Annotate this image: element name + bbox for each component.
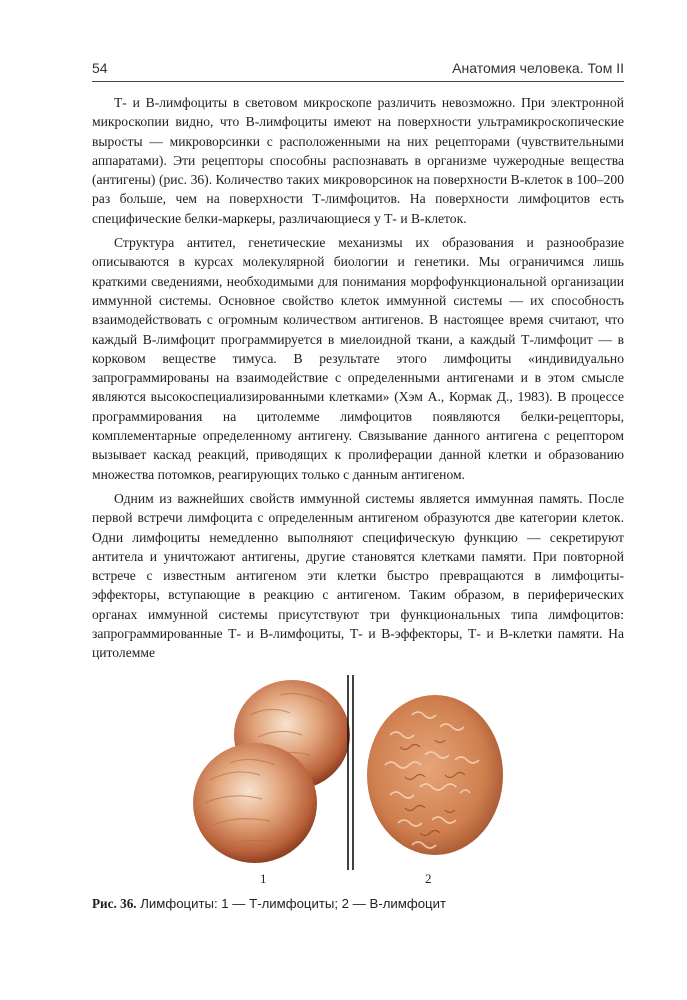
b-lymphocyte xyxy=(367,695,503,855)
lymphocyte-illustration xyxy=(150,675,510,875)
paragraph: Одним из важнейших свойств иммунной системы является иммунная память. После первой встречи лимфоцита с определенным антигеном образуются две категории клеток. Одни лимфоциты немедленно выполняют специфическую функцию — секретируют антитела и уничтожают антигены, другие становятся клетками памяти. При повторной встрече с известным антигеном эти клетки быстро превращаются в лимфоциты-эффекторы, вступающие в реакцию с антигеном. Таким образом, в периферических органах иммунной системы присутствуют три функциональных типа лимфоцитов: запрограммированные Т- и В-лимфоциты, Т- и В-эффекторы, Т- и В-клетки памяти. На цитолемме xyxy=(92,490,624,661)
caption-label: Рис. 36. xyxy=(92,896,137,911)
figure-label-1: 1 xyxy=(260,871,267,886)
paragraph: Т- и В-лимфоциты в световом микроскопе различить невозможно. При электронной микроскопии видно, что В-лимфоциты имеют на поверхности ультрамикроскопические выросты — микроворсинки с расположенными на них рецепторами (чувствительными аппаратами). Эти рецепторы способны распознавать в организме чужеродные вещества (антигены) (рис. 36). Количество таких микроворсинок на поверхности В-клеток в 100–200 раз больше, чем на поверхности Т-лимфоцитов. На поверхности лимфоцитов есть специфические белки-маркеры, различающиеся у Т- и В-клеток. xyxy=(92,95,624,226)
page-number: 54 xyxy=(92,60,108,76)
figure-36 xyxy=(150,675,510,885)
running-header xyxy=(92,58,624,80)
t-lymphocyte-front xyxy=(193,743,317,863)
paragraph: Структура антител, генетические механизмы их образования и разнообразие описываются в курсах молекулярной биологии и генетики. Мы ограничимся лишь краткими сведениями, необходимыми для понимания морфофункциональной организации иммунной системы. Основное свойство клеток иммунной системы — их способность взаимодействовать с огромным количеством антигенов. В настоящее время считают, что каждый В-лимфоцит программируется в миелоидной ткани, а каждый Т-лимфоцит — в корковом веществе тимуса. В результате этого лимфоциты «индивидуально запрограммированы на взаимодействие с определенными антигенами и в этом смысле являются высокоспециализированными клетками» (Хэм А., Кормак Д., 1983). В процессе программирования на цитолемме лимфоцитов появляются белки-рецепторы, комплементарные определенному антигену. Связывание данного антигена с рецептором вызывает каскад реакций, приводящих к пролиферации данной клетки и образованию множества потомков, реагирующих только с данным антигеном. xyxy=(92,235,624,482)
book-title: Анатомия человека. Том II xyxy=(452,60,624,76)
figure-caption xyxy=(92,896,624,912)
body-text xyxy=(92,93,624,668)
header-rule xyxy=(92,81,624,82)
caption-text: Лимфоциты: 1 — Т-лимфоциты; 2 — В-лимфоцит xyxy=(140,896,446,911)
figure-label-2: 2 xyxy=(425,871,432,886)
